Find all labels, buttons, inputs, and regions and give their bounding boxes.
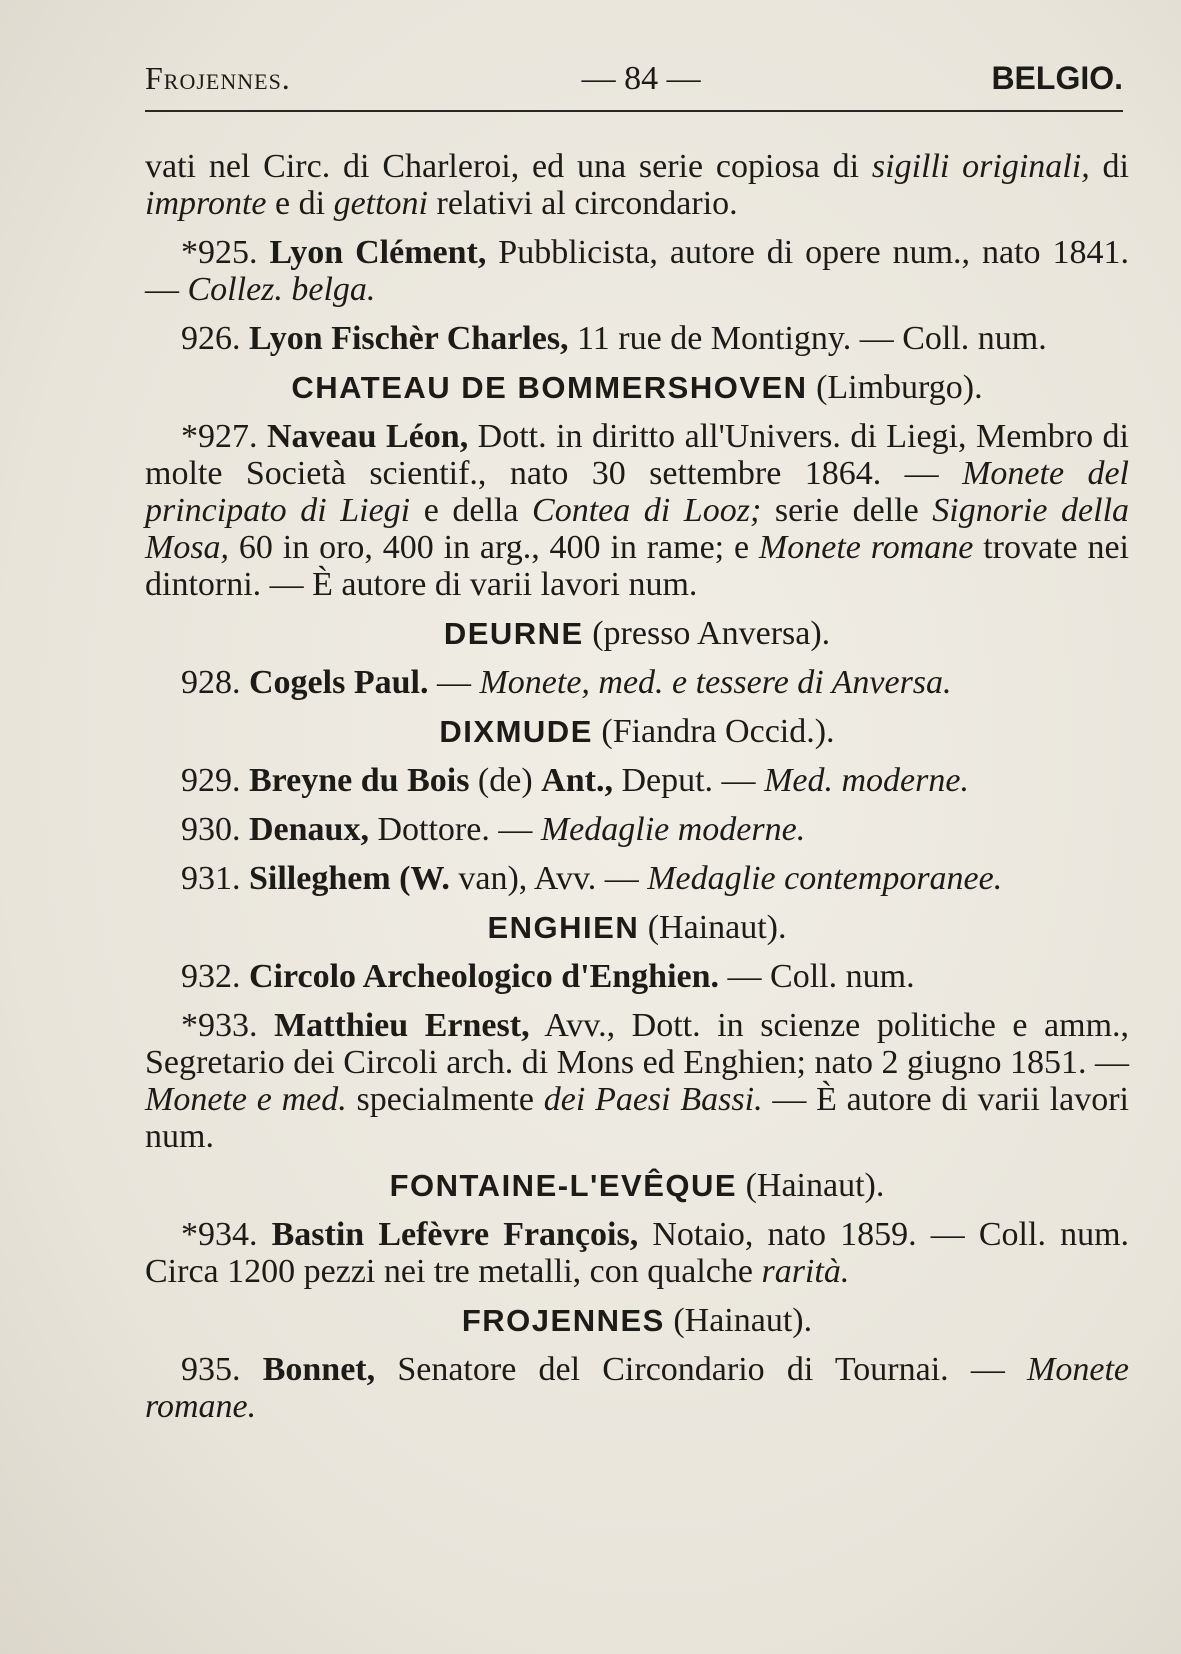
region-name: (Hainaut). <box>673 1302 813 1339</box>
collector-name: Naveau Léon, <box>266 418 469 455</box>
region-name: (Limburgo). <box>816 369 983 406</box>
entry-text: specialmente <box>346 1081 544 1118</box>
collector-name: Silleghem (W. <box>249 860 450 897</box>
entry-929 <box>145 762 1129 799</box>
italic-run: Monete del principato di Liegi <box>145 455 1129 529</box>
entry-925 <box>145 234 1129 308</box>
italic-run: Contea di Looz; <box>532 492 762 529</box>
entry-number: 928. <box>181 664 241 701</box>
collection-description: Monete, med. e tessere di Anversa. <box>479 664 952 701</box>
continuation-paragraph <box>145 148 1129 222</box>
header-right-title: BELGIO. <box>991 60 1123 96</box>
collector-name: Circolo Archeologico d'Enghien. <box>249 958 720 995</box>
italic-run: impronte <box>145 185 267 222</box>
collector-name: Matthieu Ernest, <box>274 1007 530 1044</box>
entry-935 <box>145 1351 1129 1425</box>
text-run: vati nel Circ. di Charleroi, ed una serie copiosa di <box>145 148 872 185</box>
entry-text: serie delle <box>761 492 933 529</box>
place-heading-dixmude <box>145 713 1129 750</box>
region-name: (Hainaut). <box>745 1167 885 1204</box>
place-name: ENGHIEN <box>487 910 640 945</box>
collector-name: Lyon Clément, <box>269 234 487 271</box>
place-name: CHATEAU DE BOMMERSHOVEN <box>291 370 808 405</box>
entry-number: 935. <box>181 1351 241 1388</box>
collection-description: Collez. belga. <box>187 271 376 308</box>
collection-description: Medaglie moderne. <box>540 811 806 848</box>
text-run: e di <box>266 185 334 222</box>
entry-text: — Coll. num. <box>719 958 915 995</box>
collector-name: Lyon Fischèr Charles, <box>249 320 569 357</box>
entry-text: Avv., Dott. in scienze politiche e amm., Segretario dei Circoli arch. di Mons ed Enghien; nato 2 giugno 1851. — <box>145 1007 1130 1081</box>
entry-number: *927. <box>181 418 258 455</box>
italic-run: Monete e med. <box>145 1081 347 1118</box>
entry-text: 11 rue de Montigny. — Coll. num. <box>568 320 1047 357</box>
entry-text: (de) <box>469 762 542 799</box>
text-run: di <box>1089 148 1129 185</box>
entry-text: — <box>428 664 480 701</box>
region-name: (presso Anversa). <box>592 615 831 652</box>
entry-text: Dottore. — <box>368 811 541 848</box>
running-header <box>145 60 1123 112</box>
collector-name-part: Ant., <box>541 762 613 799</box>
collection-description: Monete romane. <box>145 1351 1129 1425</box>
entry-934 <box>145 1216 1129 1290</box>
header-left-title: Frojennes. <box>145 60 291 96</box>
entry-text: — È autore di varii lavori num. <box>145 1081 1129 1155</box>
region-name: (Fiandra Occid.). <box>601 713 835 750</box>
entry-number: 931. <box>181 860 241 897</box>
page-number: — 84 — <box>581 60 701 97</box>
entry-text: van), Avv. — <box>449 860 648 897</box>
entry-text: Deput. — <box>612 762 765 799</box>
place-name: DIXMUDE <box>439 714 593 749</box>
place-name: FONTAINE-L'EVÊQUE <box>389 1168 738 1203</box>
collection-description: Medaglie contemporanee. <box>647 860 1003 897</box>
italic-run: dei Paesi Bassi. <box>543 1081 763 1118</box>
entry-text: 60 in oro, 400 in arg., 400 in rame; e <box>229 529 759 566</box>
entry-number: *934. <box>181 1216 258 1253</box>
entry-932 <box>145 958 1129 995</box>
collector-name: Cogels Paul. <box>249 664 429 701</box>
entry-930 <box>145 811 1129 848</box>
place-heading-deurne <box>145 615 1129 652</box>
collector-name: Bonnet, <box>262 1351 376 1388</box>
place-heading-enghien <box>145 909 1129 946</box>
entry-926 <box>145 320 1129 357</box>
collection-description: Med. moderne. <box>764 762 969 799</box>
region-name: (Hainaut). <box>647 909 787 946</box>
italic-run: Monete romane <box>758 529 974 566</box>
entry-number: *925. <box>181 234 258 271</box>
collector-name: Bastin Lefèvre François, <box>271 1216 639 1253</box>
entry-927 <box>145 418 1129 603</box>
place-name: FROJENNES <box>461 1303 665 1338</box>
text-run: relativi al circondario. <box>428 185 738 222</box>
collector-name: Denaux, <box>249 811 369 848</box>
entry-number: 932. <box>181 958 241 995</box>
collection-description: rarità. <box>761 1253 850 1290</box>
entry-928 <box>145 664 1129 701</box>
place-name: DEURNE <box>443 616 584 651</box>
place-heading-fontaine-leveque <box>145 1167 1129 1204</box>
entry-text: trovate nei dintorni. — È autore di varii lavori num. <box>145 529 1129 603</box>
entry-text: Notaio, nato 1859. — Coll. num. Circa 1200 pezzi nei tre metalli, con qualche <box>145 1216 1130 1290</box>
entry-number: 926. <box>181 320 241 357</box>
collector-name: Breyne du Bois <box>249 762 470 799</box>
entry-number: *933. <box>181 1007 258 1044</box>
entry-text: Dott. in diritto all'Univers. di Liegi, Membro di molte Società scientif., nato 30 settembre 1864. — <box>145 418 1130 492</box>
place-heading-chateau-de-bommershoven <box>145 369 1129 406</box>
place-heading-frojennes <box>145 1302 1129 1339</box>
italic-run: sigilli originali, <box>871 148 1090 185</box>
entry-number: 929. <box>181 762 241 799</box>
entry-text: e della <box>410 492 533 529</box>
entry-number: 930. <box>181 811 241 848</box>
entry-933 <box>145 1007 1129 1155</box>
italic-run: Signorie della Mosa, <box>145 492 1130 566</box>
page-body <box>145 148 1129 1437</box>
entry-text: Pubblicista, autore di opere num., nato 1841. — <box>145 234 1129 308</box>
entry-931 <box>145 860 1129 897</box>
italic-run: gettoni <box>333 185 428 222</box>
entry-text: Senatore del Circondario di Tournai. — <box>375 1351 1028 1388</box>
